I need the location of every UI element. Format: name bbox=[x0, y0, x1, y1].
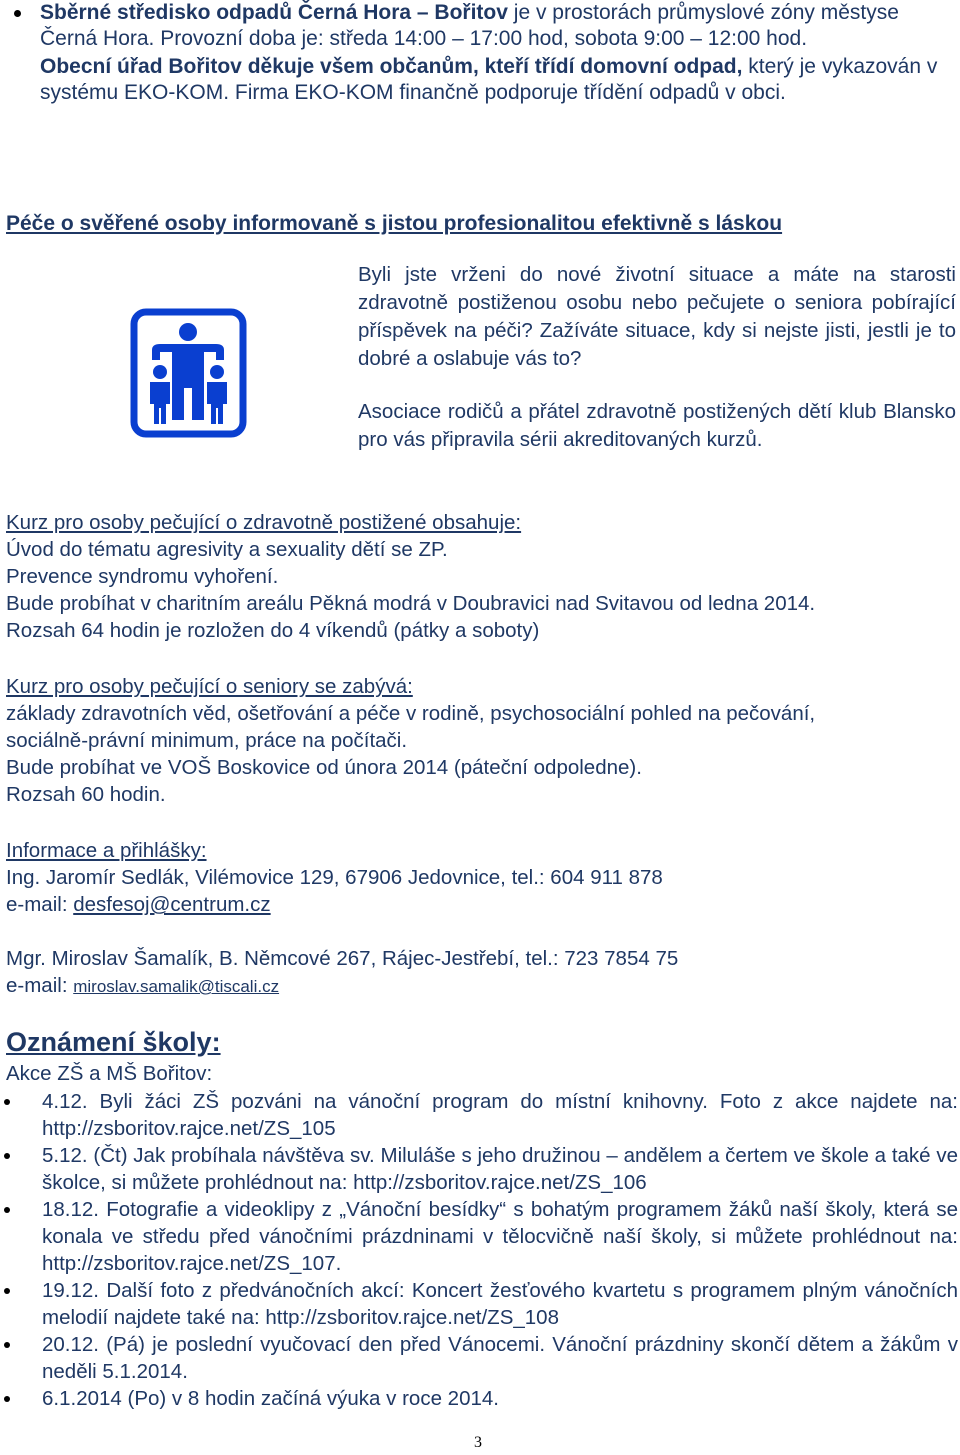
course-disabled-line: Rozsah 64 hodin je rozložen do 4 víkendů (pátky a soboty) bbox=[6, 619, 540, 642]
bullet-dot bbox=[4, 1342, 10, 1348]
course-seniors-heading: Kurz pro osoby pečující o seniory se zabývá: bbox=[6, 675, 413, 698]
course-disabled-line: Bude probíhat v charitním areálu Pěkná modrá v Doubravici nad Svitavou od ledna 2014. bbox=[6, 592, 816, 615]
email-sedlak-link[interactable]: desfesoj@centrum.cz bbox=[73, 893, 271, 916]
school-event-text: 4.12. Byli žáci ZŠ pozváni na vánoční program do místní knihovny. Foto z akce najdete na: http://zsboritov.rajce.net/ZS_105 bbox=[42, 1090, 958, 1140]
bullet-dot bbox=[4, 1207, 10, 1213]
care-paragraph-association: Asociace rodičů a přátel zdravotně postižených dětí klub Blansko pro vás připravila sérii akreditovaných kurzů. bbox=[358, 400, 956, 451]
course-seniors-line: Bude probíhat ve VOŠ Boskovice od února 2014 (páteční odpoledne). bbox=[6, 756, 642, 779]
school-event-item bbox=[4, 1331, 958, 1385]
course-disabled-block bbox=[6, 509, 960, 644]
school-event-item bbox=[4, 1088, 958, 1142]
course-seniors-line: základy zdravotních věd, ošetřování a péče v rodině, psychosociální pohled na pečování, bbox=[6, 702, 816, 725]
course-seniors-block bbox=[6, 673, 960, 808]
contact-sedlak: Ing. Jaromír Sedlák, Vilémovice 129, 67906 Jedovnice, tel.: 604 911 878 bbox=[6, 866, 663, 889]
course-seniors-line: sociálně-právní minimum, práce na počítači. bbox=[6, 729, 408, 752]
email-samalik-row bbox=[6, 972, 960, 1000]
care-paragraph-situation: Byli jste vrženi do nové životní situace a máte na starosti zdravotně postiženou osobu nebo pečujete o seniora pobírající příspěvek na péči? Zažíváte situace, kdy si nejste jisti, jestli je to dobré a oslabuje vás to? bbox=[358, 263, 956, 370]
school-notice-subtitle: Akce ZŠ a MŠ Bořitov: bbox=[6, 1062, 213, 1085]
course-disabled-heading: Kurz pro osoby pečující o zdravotně postižené obsahuje: bbox=[6, 511, 522, 534]
school-notice-title: Oznámení školy: bbox=[6, 1027, 221, 1057]
waste-center-title: Sběrné středisko odpadů Černá Hora – Bořitov bbox=[40, 1, 508, 24]
top-bullet-list bbox=[14, 0, 958, 106]
school-events-list bbox=[4, 1088, 958, 1412]
email-label: e-mail: bbox=[6, 893, 74, 916]
thanks-text: který je vykazován v systému EKO-KOM. Firma EKO-KOM finančně podporuje třídění odpadů v obci. bbox=[40, 55, 938, 104]
school-event-item bbox=[4, 1196, 958, 1277]
thanks-title: Obecní úřad Bořitov děkuje všem občanům, kteří třídí domovní odpad, bbox=[40, 55, 743, 78]
course-seniors-line: Rozsah 60 hodin. bbox=[6, 783, 166, 806]
bullet-dot bbox=[4, 1288, 10, 1294]
school-event-text: 20.12. (Pá) je poslední vyučovací den před Vánocemi. Vánoční prázdniny skončí dětem a žákům v neděli 5.1.2014. bbox=[42, 1333, 958, 1383]
bullet-item-thanks bbox=[14, 54, 958, 106]
page-number: 3 bbox=[474, 1434, 482, 1451]
school-event-text: 6.1.2014 (Po) v 8 hodin začíná výuka v roce 2014. bbox=[42, 1387, 499, 1410]
waste-center-text: je v prostorách průmyslové zóny městyse Černá Hora. Provozní doba je: středa 14:00 – 17:00 hod, sobota 9:00 – 12:00 hod. bbox=[40, 1, 899, 50]
info-heading: Informace a přihlášky: bbox=[6, 839, 207, 862]
info-block bbox=[6, 837, 960, 918]
bullet-dot bbox=[4, 1099, 10, 1105]
bullet-item-waste-center bbox=[14, 0, 958, 52]
contact-samalik: Mgr. Miroslav Šamalík, B. Němcové 267, Rájec-Jestřebí, tel.: 723 7854 75 bbox=[6, 947, 679, 970]
email-label: e-mail: bbox=[6, 974, 74, 997]
school-event-item bbox=[4, 1277, 958, 1331]
bullet-dot bbox=[4, 1153, 10, 1159]
bullet-dot bbox=[4, 1396, 10, 1402]
school-event-text: 19.12. Další foto z předvánočních akcí: Koncert žesťového kvartetu s programem plným vánočních melodií najdete také na: http://zsboritov.rajce.net/ZS_108 bbox=[42, 1279, 958, 1329]
email-sedlak-row bbox=[6, 891, 960, 918]
care-heading: Péče o svěřené osoby informovaně s jistou profesionalitou efektivně s láskou bbox=[6, 212, 783, 235]
course-disabled-line: Prevence syndromu vyhoření. bbox=[6, 565, 279, 588]
course-disabled-line: Úvod do tématu agresivity a sexuality dětí se ZP. bbox=[6, 538, 448, 561]
school-event-item bbox=[4, 1142, 958, 1196]
school-event-text: 5.12. (Čt) Jak probíhala návštěva sv. Milulášе s jeho družinou – andělem a čertem ve škole a také ve školce, si můžete prohlédnout na: http://zsboritov.rajce.net/ZS_106 bbox=[42, 1144, 958, 1194]
school-event-item bbox=[4, 1385, 958, 1412]
family-pictogram-icon bbox=[130, 308, 247, 438]
bullet-dot bbox=[14, 10, 21, 17]
email-samalik-link[interactable]: miroslav.samalik@tiscali.cz bbox=[73, 977, 280, 996]
contact-samalik-block bbox=[6, 945, 960, 1000]
school-event-text: 18.12. Fotografie a videoklipy z „Vánoční besídky“ s bohatým programem žáků naší školy, která se konala ve středu před vánočními prázdninami v tělocvičně naší školy, si můžete prohlédnout na: http://zsboritov.rajce.net/ZS_107. bbox=[42, 1198, 958, 1275]
